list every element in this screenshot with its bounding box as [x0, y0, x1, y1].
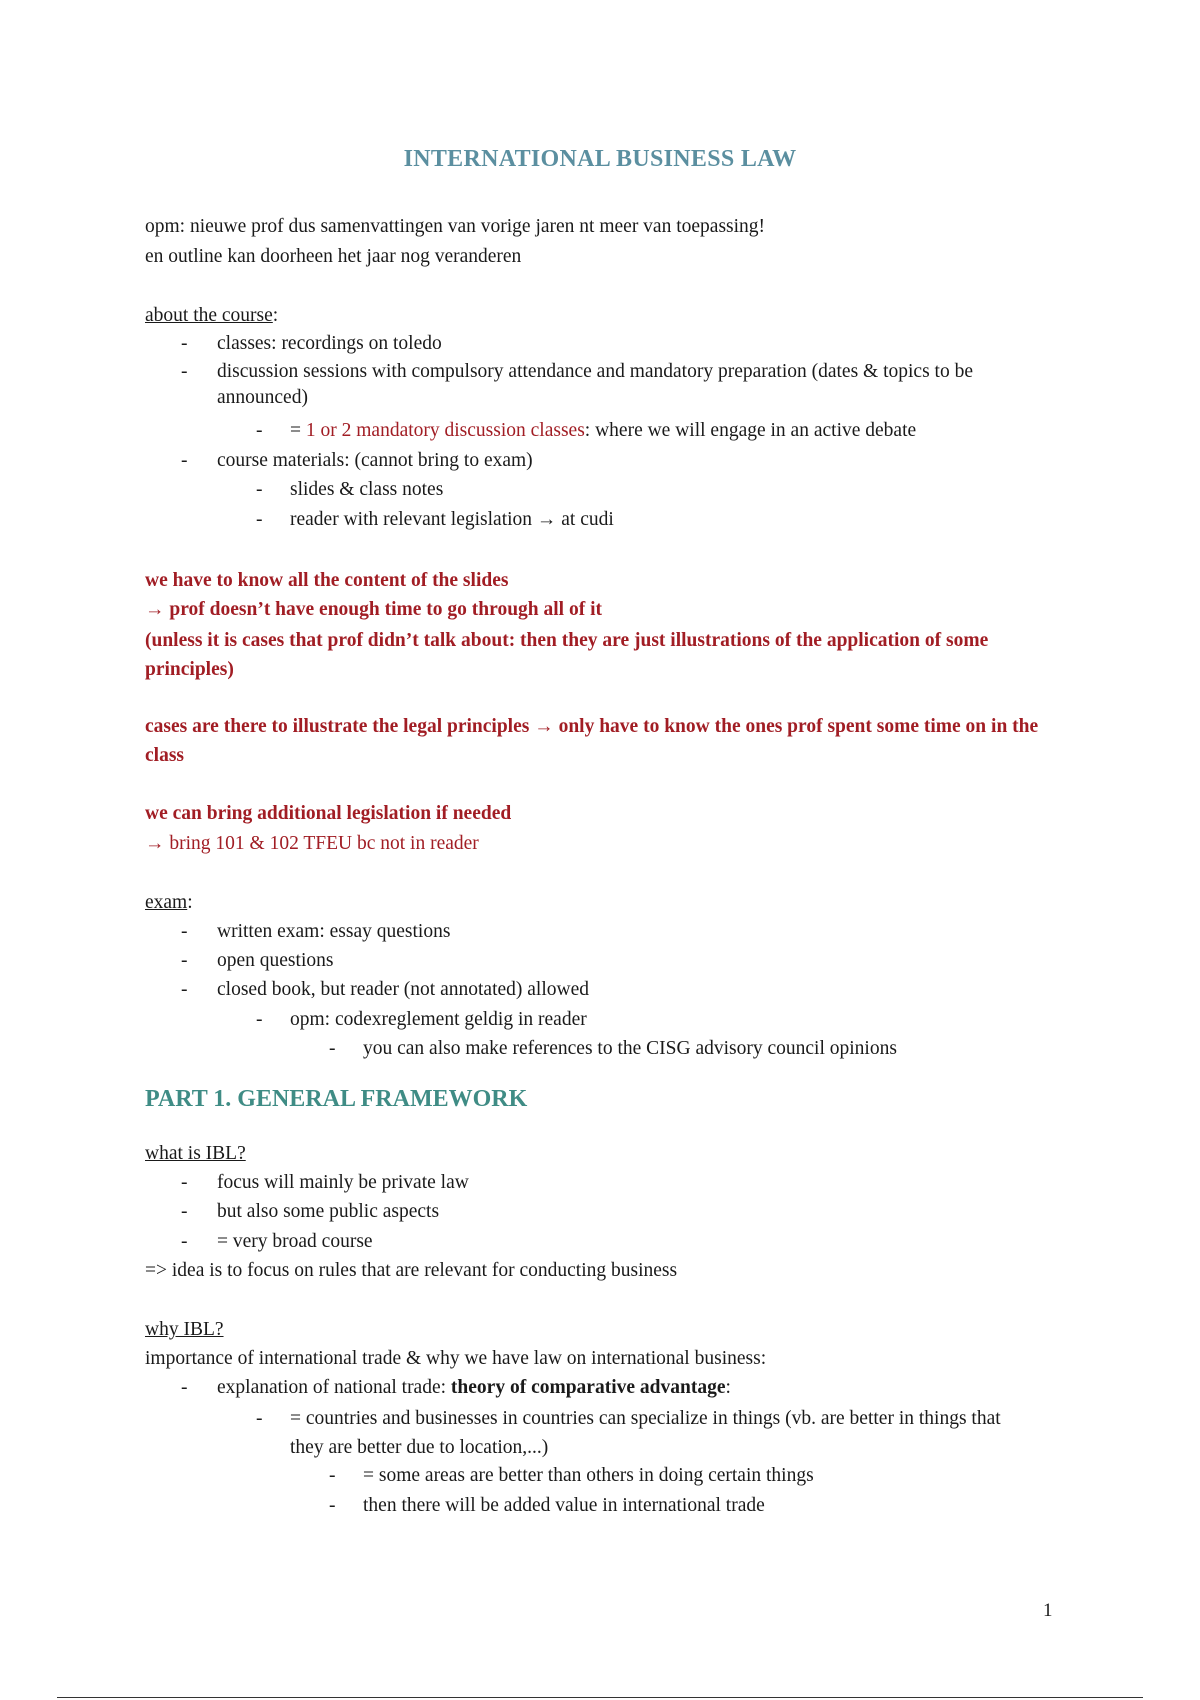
note-slides-3: (unless it is cases that prof didn’t talk about: then they are just illustrations of the application of some principles): [145, 630, 989, 680]
bullet: -: [181, 1231, 188, 1252]
list-item: [181, 1375, 731, 1401]
discussion-rest: : where we will engage in an active debate: [584, 420, 917, 441]
why-intro: importance of international trade & why we have law on international business:: [145, 1348, 767, 1369]
bullet: -: [181, 1377, 188, 1398]
list-item: [329, 1036, 897, 1062]
bullet: -: [256, 1408, 263, 1429]
about-heading: [145, 303, 278, 329]
bottom-divider: [57, 1697, 1143, 1698]
exam-item: written exam: essay questions: [217, 921, 451, 942]
bullet: -: [181, 450, 188, 471]
what-heading-text: what is IBL?: [145, 1143, 246, 1164]
list-item: [181, 977, 589, 1003]
what-heading: [145, 1141, 246, 1167]
note-legislation-1: we can bring additional legislation if needed: [145, 803, 512, 824]
about-discussion: discussion sessions with compulsory attendance and mandatory preparation (dates & topics to be announced): [217, 361, 973, 408]
bullet: -: [181, 333, 188, 354]
page-number: 1: [1043, 1600, 1053, 1621]
bullet: -: [329, 1038, 336, 1059]
about-heading-colon: :: [272, 305, 279, 326]
why-item-suffix: :: [725, 1377, 731, 1398]
exam-item: open questions: [217, 950, 334, 971]
intro-line-1: opm: nieuwe prof dus samenvattingen van vorige jaren nt meer van toepassing!: [145, 216, 766, 237]
why-item-bold: theory of comparative advantage: [450, 1377, 726, 1398]
exam-sub: opm: codexreglement geldig in reader: [290, 1009, 587, 1030]
exam-item: closed book, but reader (not annotated) allowed: [217, 979, 589, 1000]
bullet: -: [256, 509, 263, 530]
why-heading-text: why IBL?: [145, 1319, 224, 1340]
what-item: focus will mainly be private law: [217, 1172, 469, 1193]
about-classes: classes: recordings on toledo: [217, 333, 442, 354]
bullet: -: [256, 479, 263, 500]
why-item-prefix: explanation of national trade:: [217, 1377, 451, 1398]
bullet: -: [329, 1465, 336, 1486]
list-item: [181, 919, 451, 945]
why-sub: = countries and businesses in countries can specialize in things (vb. are better in things that they are better due to location,...): [290, 1408, 1001, 1458]
bullet: -: [329, 1495, 336, 1516]
list-item: [256, 507, 614, 533]
bullet: -: [181, 1172, 188, 1193]
list-item: [256, 1404, 1010, 1462]
discussion-prefix: =: [290, 420, 306, 441]
exam-heading-colon: :: [187, 892, 193, 913]
what-item: = very broad course: [217, 1231, 373, 1252]
list-item: [181, 1170, 469, 1196]
list-item: [181, 359, 1057, 411]
bullet: -: [256, 1009, 263, 1030]
bullet: -: [181, 361, 188, 382]
about-materials: course materials: (cannot bring to exam): [217, 450, 533, 471]
list-item: [181, 1229, 373, 1255]
list-item: [256, 418, 917, 444]
list-item: [329, 1463, 814, 1489]
materials-item: reader with relevant legislation → at cudi: [290, 509, 614, 530]
list-item: [256, 1007, 587, 1033]
section-title: PART 1. GENERAL FRAMEWORK: [145, 1086, 528, 1112]
discussion-classes-highlight: 1 or 2 mandatory discussion classes: [305, 420, 585, 441]
why-heading: [145, 1317, 224, 1343]
bullet: -: [181, 950, 188, 971]
list-item: [256, 477, 444, 503]
page-title: INTERNATIONAL BUSINESS LAW: [403, 146, 797, 172]
note-slides-2: → prof doesn’t have enough time to go through all of it: [145, 599, 603, 620]
bullet: -: [181, 1201, 188, 1222]
bullet: -: [256, 420, 263, 441]
list-item: [181, 948, 334, 974]
list-item: [181, 1199, 440, 1225]
intro-line-2: en outline kan doorheen het jaar nog veranderen: [145, 246, 522, 267]
list-item: [181, 331, 442, 357]
list-item: [181, 448, 533, 474]
why-subsub: = some areas are better than others in doing certain things: [363, 1465, 814, 1486]
what-conclusion: => idea is to focus on rules that are relevant for conducting business: [145, 1260, 678, 1281]
materials-item: slides & class notes: [290, 479, 444, 500]
note-legislation-2: → bring 101 & 102 TFEU bc not in reader: [145, 833, 479, 854]
bullet: -: [181, 979, 188, 1000]
bullet: -: [181, 921, 188, 942]
what-item: but also some public aspects: [217, 1201, 440, 1222]
note-slides-1: we have to know all the content of the slides: [145, 570, 509, 591]
why-subsub: then there will be added value in international trade: [363, 1495, 765, 1516]
note-cases: cases are there to illustrate the legal principles → only have to know the ones prof spent some time on in the class: [145, 716, 1039, 766]
exam-heading: [145, 890, 193, 916]
exam-heading-text: exam: [145, 892, 188, 913]
list-item: [329, 1493, 765, 1519]
about-heading-text: about the course: [145, 305, 273, 326]
exam-subsub: you can also make references to the CISG advisory council opinions: [363, 1038, 897, 1059]
